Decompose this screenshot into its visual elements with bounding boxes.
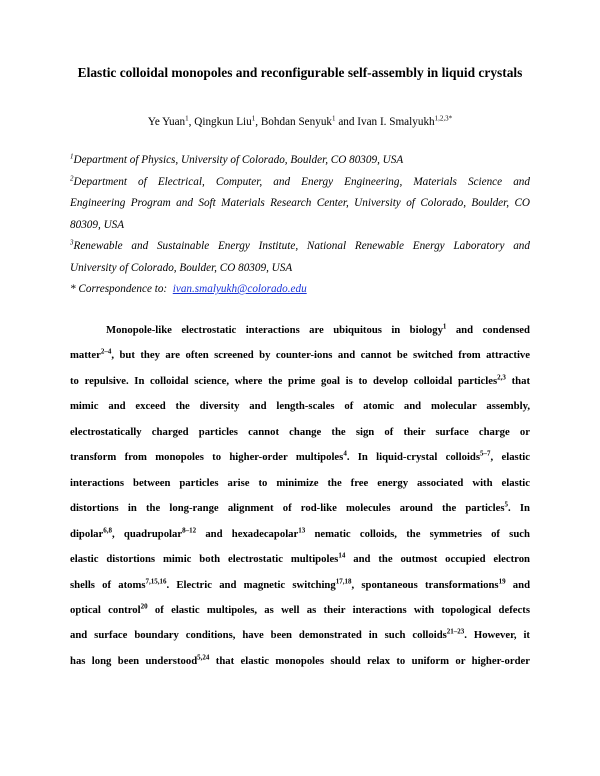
body-text: and (505, 578, 531, 591)
body-text: , but they are often screened by counter-ions and cannot be switched from attractive (111, 349, 530, 362)
citation-ref: 8–12 (182, 526, 197, 535)
body-text: transform from monopoles to higher-order multipoles (70, 451, 344, 464)
author-affiliation-mark: 1 (332, 114, 336, 123)
affiliation-number: 2 (70, 173, 74, 182)
citation-ref: 6,8 (103, 526, 113, 535)
body-text: distortions in the long-range alignment of rod-like molecules around the particles (70, 502, 505, 515)
author-separator: and (335, 116, 358, 128)
citation-ref: 2,3 (497, 373, 506, 382)
affiliation-line (70, 150, 530, 172)
affiliation-text: Department of Electrical, Computer, and Energy Engineering, Materials Science and (73, 175, 530, 188)
citation-ref: 2–4 (100, 347, 112, 356)
body-text-line (70, 573, 530, 598)
author-name: Ivan I. Smalyukh (357, 116, 435, 128)
affiliation-line (70, 236, 530, 258)
citation-ref: 14 (338, 551, 346, 560)
body-text: elastic distortions mimic both electrostatic multipoles (70, 553, 339, 566)
affiliation-text: 80309, USA (70, 218, 125, 231)
body-text: and surface boundary conditions, have been demonstrated in such colloids (70, 629, 447, 642)
body-text: mimic and exceed the diversity and length-scales of atomic and molecular assembly, (70, 400, 530, 413)
body-text: that elastic monopoles should relax to uniform or higher-order (209, 654, 530, 667)
author-list (0, 116, 600, 128)
body-text: nematic colloids, the symmetries of such (305, 527, 530, 540)
affiliation-line (70, 215, 530, 237)
citation-ref: 5 (504, 500, 509, 509)
affiliation-text: Renewable and Sustainable Energy Institute, National Renewable Energy Laboratory and (73, 240, 530, 252)
body-text-line (70, 598, 530, 623)
citation-ref: 4 (343, 449, 347, 458)
paper-title: Elastic colloidal monopoles and reconfigurable self-assembly in liquid crystals (77, 65, 523, 80)
correspondence-line (70, 279, 530, 301)
body-text: . However, it (464, 629, 530, 642)
body-text-line (70, 318, 530, 343)
affiliation-number: 1 (70, 152, 74, 161)
citation-ref: 1 (442, 322, 447, 331)
body-text: electrostatically charged particles cannot change the sign of their surface charge or (70, 425, 530, 438)
author-separator: , (255, 116, 261, 128)
author-name: Ye Yuan (147, 116, 186, 128)
body-text-line (70, 522, 530, 547)
body-text: interactions between particles arise to minimize the free energy associated with elastic (70, 476, 530, 489)
citation-ref: 7,15,16 (145, 576, 167, 585)
affiliation-line (70, 172, 530, 194)
body-text: of elastic multipoles, as well as their interactions with topological defects (147, 603, 530, 616)
author-affiliation-mark: 1 (185, 114, 189, 123)
abstract-body (70, 318, 530, 674)
body-text: . In liquid-crystal colloids (346, 451, 481, 464)
body-text: and the outmost occupied electron (345, 553, 530, 566)
body-text: that (505, 374, 530, 387)
affiliation-number: 3 (70, 238, 74, 247)
author-affiliation-mark: 1,2,3* (434, 114, 453, 123)
body-text: , spontaneous transformations (351, 578, 499, 591)
body-text: and condensed (446, 324, 530, 336)
citation-ref: 17,18 (335, 576, 352, 585)
author-name: Bohdan Senyuk (260, 116, 333, 128)
body-text: , quadrupolar (112, 527, 183, 540)
affiliation-line (70, 193, 530, 215)
affiliation-text: University of Colorado, Boulder, CO 80309, USA (70, 261, 293, 274)
body-text-line (70, 445, 530, 470)
citation-ref: 5,24 (197, 653, 210, 662)
citation-ref: 21–23 (446, 627, 465, 636)
author-separator: , (188, 116, 195, 128)
body-text-line (70, 623, 530, 648)
body-text-line (70, 369, 530, 394)
body-text-line (70, 547, 530, 572)
body-text: to repulsive. In colloidal science, where the prime goal is to develop colloidal particles (70, 374, 498, 387)
body-text-line (70, 394, 530, 419)
body-text: , elastic (490, 451, 530, 464)
citation-ref: 19 (498, 576, 506, 585)
affiliations (70, 150, 530, 301)
affiliation-text: Engineering Program and Soft Materials Research Center, University of Colorado, Boulder, CO (70, 197, 530, 209)
body-text-line (70, 649, 530, 674)
body-text: matter (70, 349, 101, 362)
body-text: . In (508, 502, 530, 515)
correspondence-label: * Correspondence to: (70, 283, 168, 295)
citation-ref: 5–7 (480, 449, 491, 458)
correspondence-email-link[interactable]: ivan.smalyukh@colorado.edu (172, 283, 307, 295)
body-text: optical control (70, 603, 141, 616)
citation-ref: 20 (140, 602, 148, 611)
body-text-line (70, 471, 530, 496)
body-text: Monopole-like electrostatic interactions are ubiquitous in biology (106, 324, 443, 336)
author-name: Qingkun Liu (194, 116, 252, 128)
body-text-line (70, 496, 530, 521)
body-text-line (70, 343, 530, 368)
author-affiliation-mark: 1 (251, 114, 256, 123)
citation-ref: 13 (298, 526, 306, 535)
body-text: and hexadecapolar (196, 527, 299, 540)
body-text: . Electric and magnetic switching (166, 578, 336, 591)
body-text: shells of atoms (70, 578, 146, 591)
body-text-line (70, 420, 530, 445)
affiliation-line (70, 258, 530, 280)
body-text: dipolar (70, 527, 104, 540)
body-text: has long been understood (70, 654, 198, 667)
affiliation-text: Department of Physics, University of Colorado, Boulder, CO 80309, USA (73, 154, 404, 166)
